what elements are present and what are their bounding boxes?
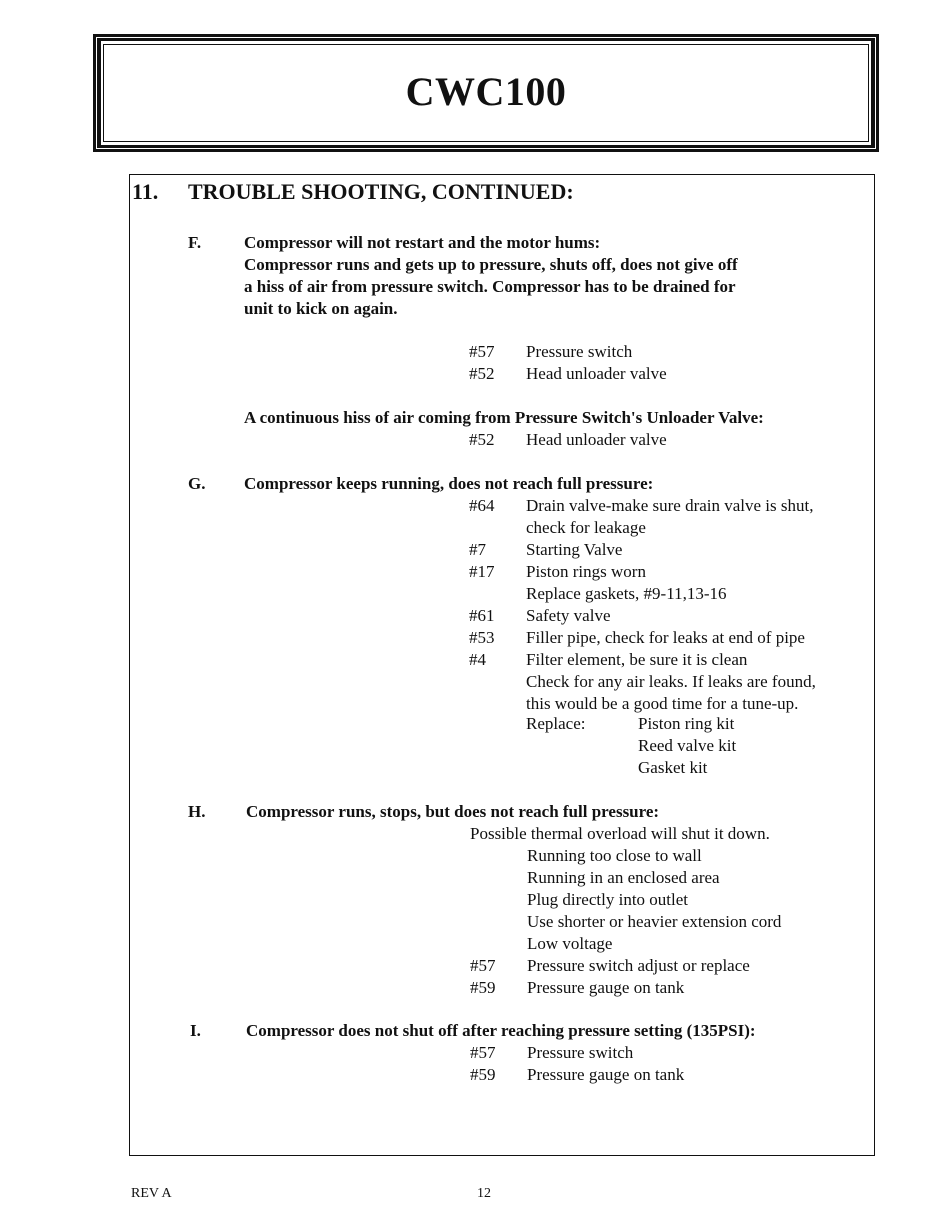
cause-item: Plug directly into outlet bbox=[527, 890, 689, 909]
item-letter-g: G. bbox=[188, 474, 206, 493]
part-code: #59 bbox=[470, 978, 496, 997]
replace-item: Reed valve kit bbox=[638, 736, 737, 755]
replace-item: Piston ring kit bbox=[638, 714, 735, 733]
item-h-note: Possible thermal overload will shut it down. bbox=[470, 824, 770, 843]
item-f-heading-line: Compressor will not restart and the motor hums: bbox=[244, 233, 601, 252]
item-f-heading-line: Compressor runs and gets up to pressure, shuts off, does not give off bbox=[244, 255, 738, 274]
part-description: Pressure switch bbox=[527, 1043, 634, 1062]
replace-label: Replace: bbox=[526, 714, 586, 733]
part-code: #57 bbox=[469, 342, 495, 361]
part-description: this would be a good time for a tune-up. bbox=[526, 694, 799, 713]
part-code: #64 bbox=[469, 496, 495, 515]
part-code: #4 bbox=[469, 650, 486, 669]
item-g-heading: Compressor keeps running, does not reach full pressure: bbox=[244, 474, 654, 493]
item-f-heading-line: a hiss of air from pressure switch. Compressor has to be drained for bbox=[244, 277, 736, 296]
item-letter-f: F. bbox=[188, 233, 202, 252]
cause-item: Running in an enclosed area bbox=[527, 868, 720, 887]
header-frame-line bbox=[97, 38, 875, 41]
section-title: TROUBLE SHOOTING, CONTINUED: bbox=[188, 179, 574, 204]
part-code: #17 bbox=[469, 562, 495, 581]
part-code: #53 bbox=[469, 628, 495, 647]
item-h-heading: Compressor runs, stops, but does not reach full pressure: bbox=[246, 802, 660, 821]
item-i-heading: Compressor does not shut off after reaching pressure setting (135PSI): bbox=[246, 1021, 756, 1040]
part-description: Head unloader valve bbox=[526, 430, 667, 449]
item-f-heading-line: unit to kick on again. bbox=[244, 299, 398, 318]
part-description: Head unloader valve bbox=[526, 364, 667, 383]
header-frame-line bbox=[97, 145, 875, 148]
replace-item: Gasket kit bbox=[638, 758, 708, 777]
part-code: #7 bbox=[469, 540, 486, 559]
part-description: Pressure switch adjust or replace bbox=[527, 956, 750, 975]
cause-item: Low voltage bbox=[527, 934, 613, 953]
part-description: Pressure gauge on tank bbox=[527, 1065, 685, 1084]
part-code: #59 bbox=[470, 1065, 496, 1084]
cause-item: Running too close to wall bbox=[527, 846, 702, 865]
part-description: Pressure gauge on tank bbox=[527, 978, 685, 997]
document-title: CWC100 bbox=[405, 69, 567, 114]
part-description: Filter element, be sure it is clean bbox=[526, 650, 748, 669]
part-description: Starting Valve bbox=[526, 540, 623, 559]
part-description: Replace gaskets, #9-11,13-16 bbox=[526, 584, 727, 603]
part-description: Piston rings worn bbox=[526, 562, 646, 581]
part-code: #61 bbox=[469, 606, 495, 625]
part-description: Safety valve bbox=[526, 606, 611, 625]
section-number: 11. bbox=[132, 179, 159, 204]
part-code: #57 bbox=[470, 1043, 496, 1062]
page-number: 12 bbox=[477, 1186, 491, 1201]
part-description: Check for any air leaks. If leaks are found, bbox=[526, 672, 816, 691]
part-code: #57 bbox=[470, 956, 496, 975]
part-description: check for leakage bbox=[526, 518, 646, 537]
cause-item: Use shorter or heavier extension cord bbox=[527, 912, 782, 931]
content-frame bbox=[129, 174, 875, 1156]
item-f-sub-heading: A continuous hiss of air coming from Pressure Switch's Unloader Valve: bbox=[244, 408, 764, 427]
item-letter-h: H. bbox=[188, 802, 206, 821]
part-code: #52 bbox=[469, 364, 495, 383]
part-description: Filler pipe, check for leaks at end of pipe bbox=[526, 628, 805, 647]
part-description: Drain valve-make sure drain valve is shut, bbox=[526, 496, 814, 515]
part-code: #52 bbox=[469, 430, 495, 449]
revision-label: REV A bbox=[131, 1186, 172, 1201]
part-description: Pressure switch bbox=[526, 342, 633, 361]
item-letter-i: I. bbox=[190, 1021, 201, 1040]
